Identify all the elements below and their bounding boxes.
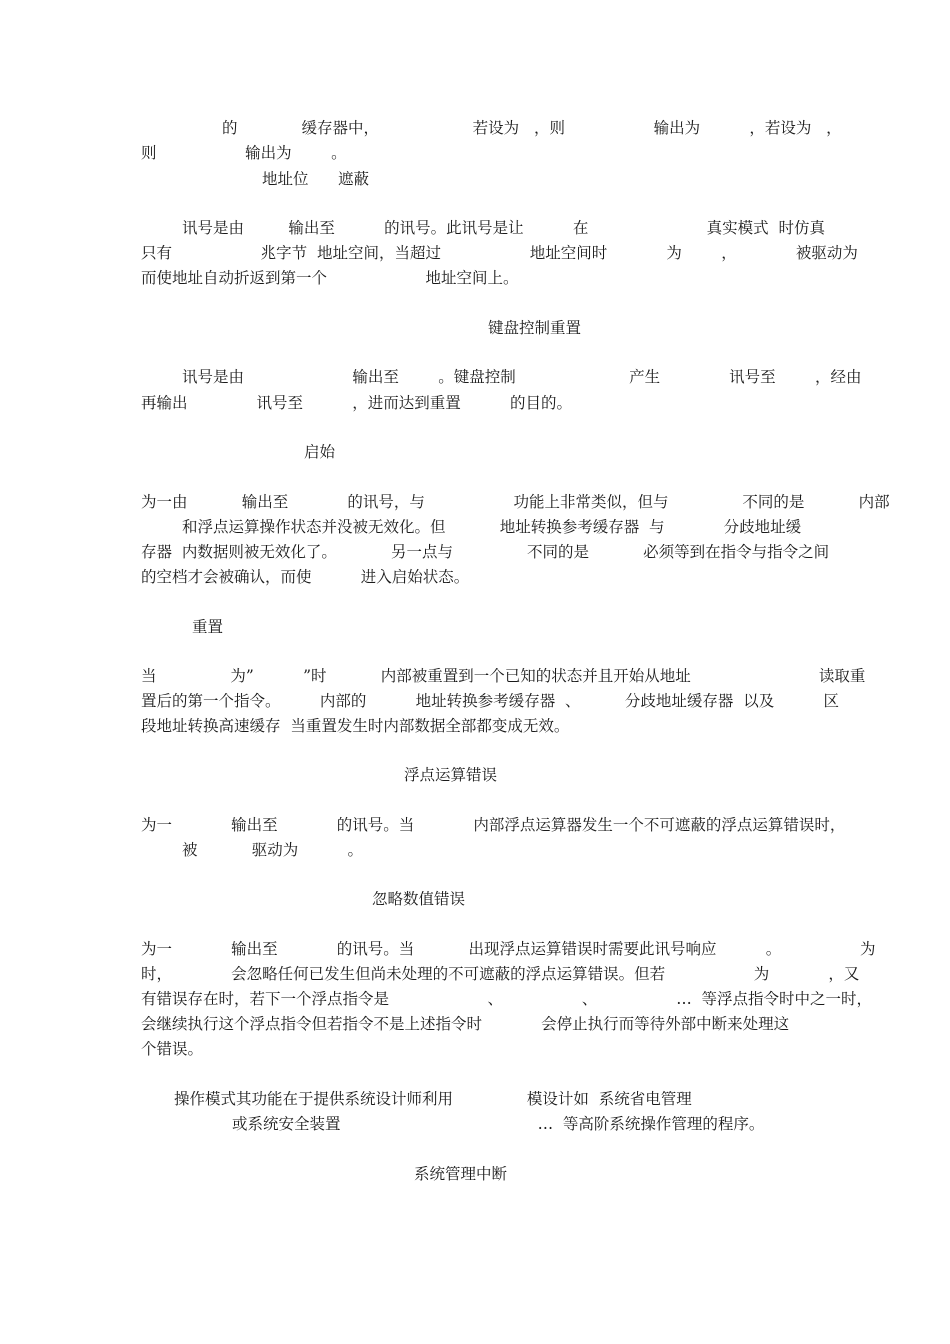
paragraph-line: 为一 输出至 的讯号。当 内部浮点运算器发生一个不可遮蔽的浮点运算错误时， bbox=[141, 816, 846, 834]
paragraph-line: 的空档才会被确认，而使 进入启始状态。 bbox=[141, 568, 470, 586]
section-heading: 系统管理中断 bbox=[414, 1165, 508, 1183]
paragraph-line: 再输出 讯号至 ，进而达到重置 的目的。 bbox=[141, 394, 573, 412]
paragraph-line: 当 为” ”时 内部被重置到一个已知的状态并且开始从地址 读取重 bbox=[141, 667, 866, 685]
paragraph-line: 讯号是由 输出至 。键盘控制 产生 讯号至 ，经由 bbox=[182, 368, 862, 386]
paragraph-line: 操作模式其功能在于提供系统设计师利用 模设计如 系统省电管理 bbox=[174, 1090, 692, 1108]
paragraph-line: 只有 兆字节 地址空间，当超过 地址空间时 为 ， 被驱动为 bbox=[141, 244, 858, 262]
section-heading: 忽略数值错误 bbox=[372, 890, 466, 908]
paragraph-line: 和浮点运算操作状态并没被无效化。但 地址转换参考缓存器 与 分歧地址缓 bbox=[182, 518, 802, 536]
section-heading: 键盘控制重置 bbox=[488, 319, 582, 337]
paragraph-line: 或系统安全装置 … 等高阶系统操作管理的程序。 bbox=[232, 1115, 765, 1133]
paragraph-line: 则 输出为 。 bbox=[141, 144, 347, 162]
paragraph-line: 而使地址自动折返到第一个 地址空间上。 bbox=[141, 269, 519, 287]
paragraph-line: 被 驱动为 。 bbox=[182, 841, 363, 859]
paragraph-line: 时， 会忽略任何已发生但尚未处理的不可遮蔽的浮点运算错误。但若 为 ，又 bbox=[141, 965, 860, 983]
paragraph-line: 段地址转换高速缓存 当重置发生时内部数据全部都变成无效。 bbox=[141, 717, 570, 735]
paragraph-line: 会继续执行这个浮点指令但若指令不是上述指令时 会停止执行而等待外部中断来处理这 bbox=[141, 1015, 790, 1033]
paragraph-line: 置后的第一个指令。 内部的 地址转换参考缓存器 、 分歧地址缓存器 以及 区 bbox=[141, 692, 840, 710]
paragraph-line: 有错误存在时，若下一个浮点指令是 、 、 … 等浮点指令时中之一时， bbox=[141, 990, 873, 1008]
paragraph-line: 为一由 输出至 的讯号，与 功能上非常类似，但与 不同的是 内部 bbox=[141, 493, 890, 511]
section-heading: 浮点运算错误 bbox=[404, 766, 498, 784]
paragraph-line: 的 缓存器中， 若设为 ，则 输出为 ，若设为 ， bbox=[222, 119, 842, 137]
section-heading: 启始 bbox=[304, 443, 336, 461]
paragraph-line: 为一 输出至 的讯号。当 出现浮点运算错误时需要此讯号响应 。 为 bbox=[141, 940, 876, 958]
paragraph-line: 个错误。 bbox=[141, 1040, 204, 1058]
paragraph-line: 地址位 遮蔽 bbox=[262, 170, 370, 188]
section-heading: 重置 bbox=[192, 618, 224, 636]
paragraph-line: 存器 内数据则被无效化了。 另一点与 不同的是 必须等到在指令与指令之间 bbox=[141, 543, 830, 561]
paragraph-line: 讯号是由 输出至 的讯号。此讯号是让 在 真实模式 时仿真 bbox=[182, 219, 825, 237]
